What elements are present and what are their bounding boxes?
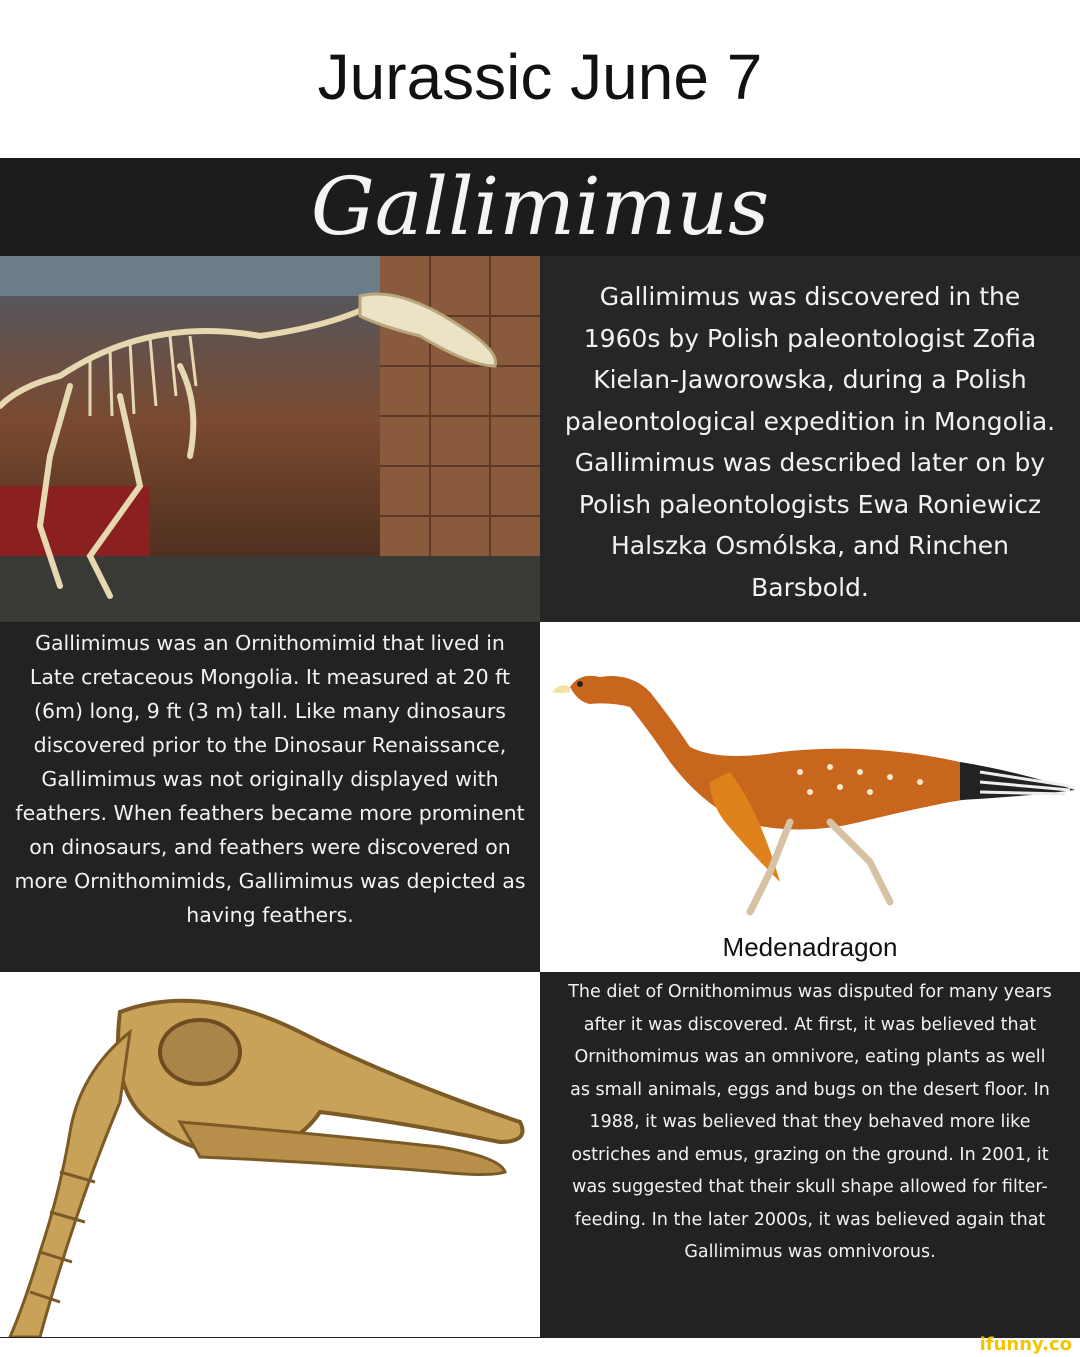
fossil-skull-image — [0, 972, 540, 1337]
diet-text: The diet of Ornithomimus was disputed for many years after it was discovered. At first, it was believed that Ornithomimus was an omnivore, eating plants as well as small animals, eggs and bugs on the desert floor. In 1988, it was believed that they behaved more like ostriches and emus, grazing on the ground. In 2001, it was suggested that their skull shape allowed for filter-feeding. In the later 2000s, it was believed again that Gallimimus was omnivorous. — [540, 972, 1080, 1338]
illustration-credit: Medenadragon — [722, 932, 898, 962]
ifunny-watermark: ifunny.co — [979, 1334, 1072, 1355]
description-text: Gallimimus was an Ornithomimid that lived in Late cretaceous Mongolia. It measured at 20 ft (6m) long, 9 ft (3 m) tall. Like many dinosaurs discovered prior to the Dinosaur Renaissance, Gallimimus was not originally displayed with feathers. When feathers became more prominent on dinosaurs, and feathers were discovered on more Ornithomimids, Gallimimus was depicted as having feathers. — [0, 622, 540, 972]
dinosaur-name-banner: Gallimimus — [0, 158, 1080, 256]
museum-skeleton-image — [0, 256, 540, 622]
discovery-text: Gallimimus was discovered in the 1960s by Polish paleontologist Zofia Kielan-Jaworowska, during a Polish paleontological expedition in Mongolia. Gallimimus was described later on by Polish paleontologists Ewa Roniewicz Halszka Osmólska, and Rinchen Barsbold. — [540, 256, 1080, 622]
post-title: Jurassic June 7 — [317, 41, 763, 113]
feathered-gallimimus-illustration — [540, 622, 1080, 972]
